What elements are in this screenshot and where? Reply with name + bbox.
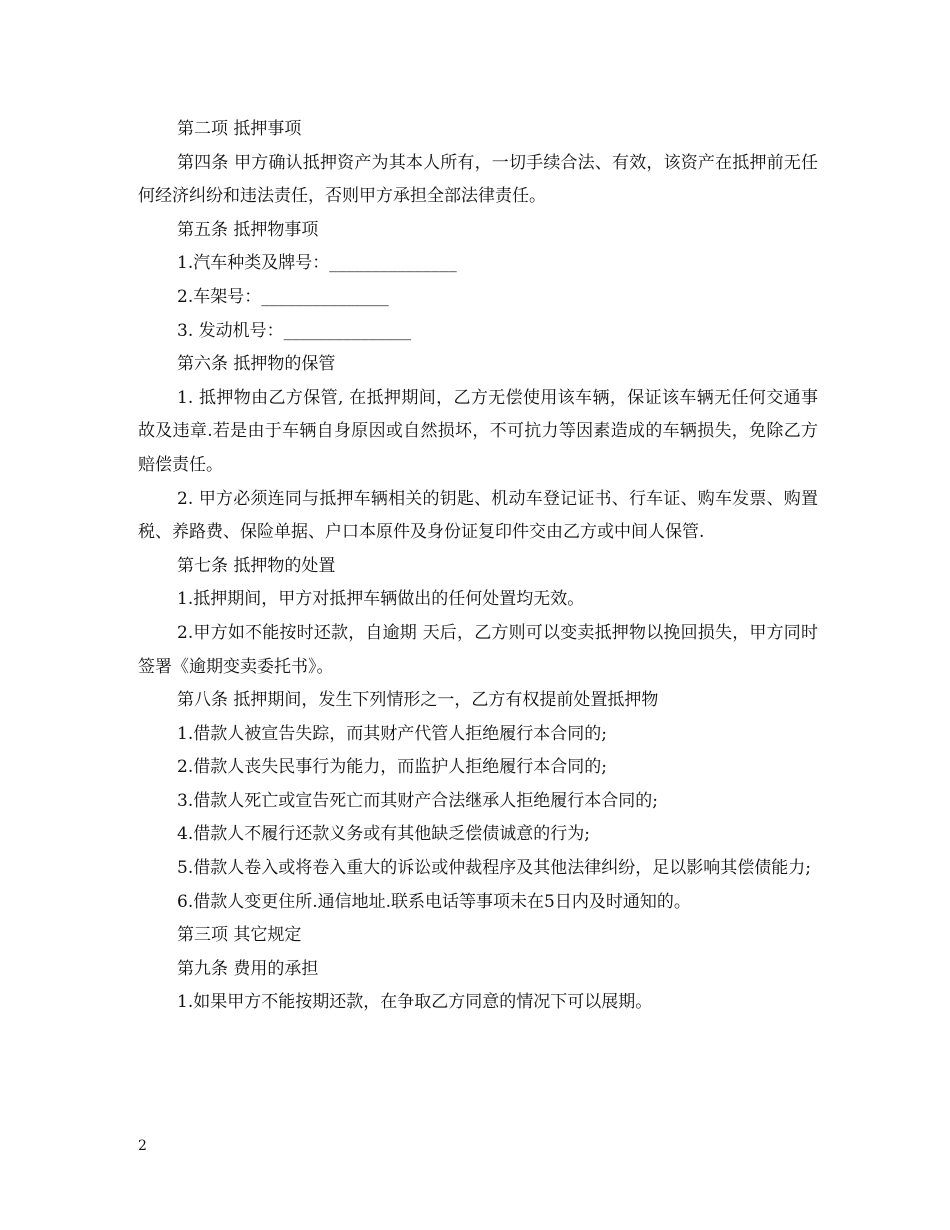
- list-item: 4.借款人不履行还款义务或有其他缺乏偿债诚意的行为;: [177, 824, 590, 845]
- list-item: 1.借款人被宣告失踪，而其财产代管人拒绝履行本合同的;: [177, 723, 607, 744]
- list-item: 3.借款人死亡或宣告死亡而其财产合法继承人拒绝履行本合同的;: [177, 790, 658, 811]
- list-item: 2.车架号：_______________: [177, 286, 389, 307]
- document-body: [138, 113, 818, 1020]
- list-item: 3. 发动机号：_______________: [177, 320, 412, 341]
- list-item: 1.汽车种类及牌号：_______________: [177, 253, 457, 274]
- article-heading: 第九条 费用的承担: [177, 958, 319, 979]
- list-item: 1.如果甲方不能按期还款，在争取乙方同意的情况下可以展期。: [177, 992, 653, 1013]
- section-heading: 第二项 抵押事项: [177, 119, 302, 139]
- article-heading: 第五条 抵押物事项: [177, 219, 319, 240]
- article-heading: 第六条 抵押物的保管: [177, 354, 336, 375]
- list-item: 2.借款人丧失民事行为能力，而监护人拒绝履行本合同的;: [177, 757, 607, 778]
- list-item: 2.甲方如不能按时还款，自逾期 天后，乙方则可以变卖抵押物以挽回损失，甲方同时签署《逾期变卖委托书》。: [138, 622, 818, 677]
- list-item: 5.借款人卷入或将卷入重大的诉讼或仲裁程序及其他法律纠纷，足以影响其偿债能力;: [177, 858, 811, 879]
- list-item: 6.借款人变更住所.通信地址.联系电话等事项未在5日内及时通知的。: [177, 891, 691, 912]
- article-heading: 第八条 抵押期间，发生下列情形之一，乙方有权提前处置抵押物: [177, 690, 659, 711]
- section-heading: 第三项 其它规定: [177, 925, 302, 946]
- article-paragraph: 第四条 甲方确认抵押资产为其本人所有，一切手续合法、有效，该资产在抵押前无任何经济纠纷和违法责任，否则甲方承担全部法律责任。: [138, 152, 818, 207]
- page-number: 2: [138, 1138, 147, 1154]
- list-item: 1. 抵押物由乙方保管, 在抵押期间，乙方无偿使用该车辆，保证该车辆无任何交通事故及违章.若是由于车辆自身原因或自然损坏，不可抗力等因素造成的车辆损失，免除乙方赔偿责任。: [138, 387, 818, 475]
- list-item: 1.抵押期间，甲方对抵押车辆做出的任何处置均无效。: [177, 589, 585, 610]
- article-heading: 第七条 抵押物的处置: [177, 555, 336, 576]
- list-item: 2. 甲方必须连同与抵押车辆相关的钥匙、机动车登记证书、行车证、购车发票、购置税、养路费、保险单据、户口本原件及身份证复印件交由乙方或中间人保管.: [138, 488, 818, 543]
